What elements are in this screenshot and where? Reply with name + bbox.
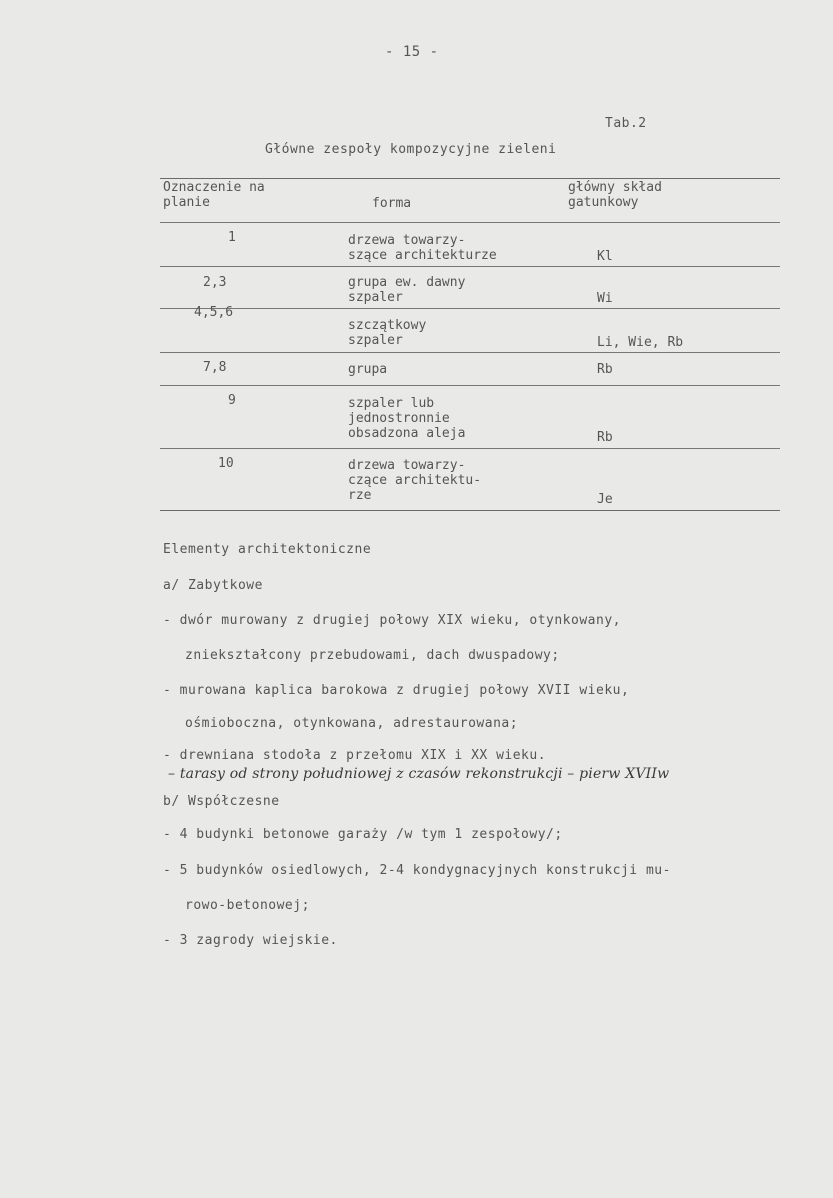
table-cell-forma: grupa: [348, 362, 388, 377]
header-sklad: główny skład gatunkowy: [568, 180, 662, 210]
table-cell-sklad: Wi: [597, 291, 613, 306]
table-cell-forma: szczątkowy szpaler: [348, 318, 427, 348]
table-cell-sklad: Je: [597, 492, 613, 507]
handwritten-note: – tarasy od strony południowej z czasów rekonstrukcji – pierw XVIIw: [168, 766, 670, 782]
subsection-a-title: a/ Zabytkowe: [163, 578, 263, 593]
header-forma: forma: [372, 196, 412, 211]
row-rule-5: [160, 448, 780, 449]
list-item-b2-line2: rowo-betonowej;: [185, 898, 310, 913]
table-cell-sklad: Rb: [597, 362, 613, 377]
table-cell-forma: drzewa towarzy- szące architekturze: [348, 233, 497, 263]
page-number: - 15 -: [385, 44, 439, 60]
table-cell-forma: szpaler lub jednostronnie obsadzona aleja: [348, 396, 466, 441]
table-cell-forma: drzewa towarzy- czące architektu- rze: [348, 458, 482, 503]
list-item-b1-line1: - 4 budynki betonowe garaży /w tym 1 zespołowy/;: [163, 827, 563, 842]
table-cell-oznaczenie: 7,8: [203, 360, 227, 375]
list-item-a2-line2: ośmioboczna, otynkowana, adrestaurowana;: [185, 716, 519, 731]
section-title: Elementy architektoniczne: [163, 542, 372, 557]
table-bottom-rule: [160, 510, 780, 511]
row-rule-4: [160, 385, 780, 386]
table-cell-oznaczenie: 10: [218, 456, 234, 471]
list-item-a1-line2: zniekształcony przebudowami, dach dwuspadowy;: [185, 648, 560, 663]
table-title: Główne zespoły kompozycyjne zieleni: [265, 142, 557, 157]
list-item-a3-line1: - drewniana stodoła z przełomu XIX i XX wieku.: [163, 748, 547, 763]
header-oznaczenie: Oznaczenie na planie: [163, 180, 265, 210]
table-cell-oznaczenie: 4,5,6: [194, 305, 234, 320]
table-cell-sklad: Rb: [597, 430, 613, 445]
row-rule-1: [160, 266, 780, 267]
list-item-a1-line1: - dwór murowany z drugiej połowy XIX wieku, otynkowany,: [163, 613, 621, 628]
table-top-rule: [160, 178, 780, 179]
table-reference: Tab.2: [605, 116, 647, 131]
subsection-b-title: b/ Współczesne: [163, 794, 280, 809]
row-rule-3: [160, 352, 780, 353]
table-cell-oznaczenie: 2,3: [203, 275, 227, 290]
row-rule-2: [160, 308, 780, 309]
list-item-a2-line1: - murowana kaplica barokowa z drugiej połowy XVII wieku,: [163, 683, 630, 698]
table-cell-forma: grupa ew. dawny szpaler: [348, 275, 466, 305]
table-header-rule: [160, 222, 780, 223]
table-cell-sklad: Li, Wie, Rb: [597, 335, 684, 350]
table-cell-oznaczenie: 1: [228, 230, 236, 245]
list-item-b2-line1: - 5 budynków osiedlowych, 2-4 kondygnacyjnych konstrukcji mu-: [163, 863, 671, 878]
table-cell-sklad: Kl: [597, 249, 613, 264]
table-cell-oznaczenie: 9: [228, 393, 236, 408]
list-item-b3-line1: - 3 zagrody wiejskie.: [163, 933, 338, 948]
